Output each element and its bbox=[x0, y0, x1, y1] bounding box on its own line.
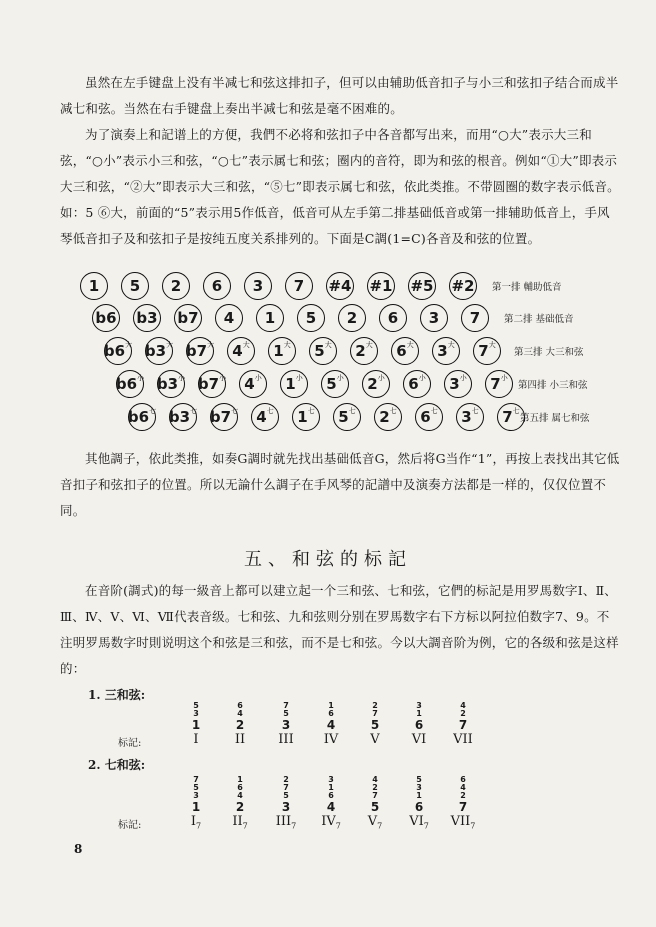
bass-button: 5 bbox=[297, 304, 325, 332]
chord-tone: 1 bbox=[416, 709, 422, 718]
bass-button: 5 bbox=[121, 272, 149, 300]
bass-button: 1 bbox=[80, 272, 108, 300]
chord-root: 5 bbox=[370, 718, 380, 732]
section-title: 五、和弦的标記 bbox=[244, 549, 412, 570]
chord-tone: 2 bbox=[372, 701, 378, 710]
chord-mark: 七 bbox=[512, 407, 520, 415]
bass-button: 4 $^小$ bbox=[239, 370, 267, 398]
bass-button: 2 bbox=[162, 272, 190, 300]
paragraph-2: 为了演奏上和記谱上的方便，我們不必将和弦扣子中各音都写出来，而用“○大”表示大三和弦，“○小”表示小三和弦，“○七”表示属七和弦；圈内的音符，即为和弦的根音。例如“①大”即表示大三和弦，“②大”即表示大三和弦，“⑤七”即表示属七和弦，依此类推。不带圆圈的数字表示低音。如：5 ⑥大，前面的“5”表示用5作低音，低音可从左手第二排基础低音或第一排辅助低音上，手风琴低音扣子及和弦扣子是按纯五度关系排列的。下面是C調(1=C)各音及和弦的位置。 bbox=[60, 127, 620, 246]
bass-button: b3 $^小$ bbox=[157, 370, 185, 398]
chord-tone: 7 bbox=[283, 701, 289, 710]
chord-column bbox=[220, 776, 260, 835]
bass-button: 3 bbox=[420, 304, 448, 332]
chord-tone: 4 bbox=[372, 775, 378, 784]
chord-column bbox=[355, 776, 395, 835]
bass-button: b3 bbox=[133, 304, 161, 332]
chord-tone: 7 bbox=[283, 783, 289, 792]
sevenths-label: 2. 七和弦: bbox=[88, 758, 146, 772]
chord-column bbox=[399, 776, 439, 835]
chord-tone: 3 bbox=[193, 791, 199, 800]
bass-button: b3 $^七$ bbox=[169, 403, 197, 431]
roman-subscript: 7 bbox=[470, 821, 476, 831]
bass-button: b3 $^大$ bbox=[145, 337, 173, 365]
bass-button: b7 $^大$ bbox=[186, 337, 214, 365]
bass-button: 2 $^小$ bbox=[362, 370, 390, 398]
paragraph-4: 在音阶(調式)的每一級音上都可以建立起一个三和弦、七和弦，它們的标記是用罗馬数字Ⅰ、Ⅱ、Ⅲ、Ⅳ、Ⅴ、Ⅵ、Ⅶ代表音级。七和弦、九和弦则分别在罗馬数字右下方标以阿拉伯数字7、9。不注明罗馬数字时則说明这个和弦是三和弦，而不是七和弦。今以大調音阶为例，它的各级和弦是这样的： bbox=[60, 583, 619, 676]
bass-button: 3 $^七$ bbox=[456, 403, 484, 431]
chord-mark: 大 bbox=[207, 341, 215, 349]
chord-column bbox=[176, 776, 216, 835]
chord-tone: 5 bbox=[416, 775, 422, 784]
bass-button: 1 bbox=[256, 304, 284, 332]
roman-numeral: IV bbox=[323, 732, 339, 747]
chord-mark: 小 bbox=[137, 374, 145, 382]
roman-numeral: VI bbox=[411, 732, 427, 747]
chord-mark: 小 bbox=[295, 374, 303, 382]
chord-root: 2 bbox=[235, 800, 245, 814]
chord-mark: 七 bbox=[471, 407, 479, 415]
bass-button: 4 $^大$ bbox=[227, 337, 255, 365]
chord-column bbox=[220, 702, 260, 748]
chord-tone: 5 bbox=[193, 701, 199, 710]
bass-button: 1 $^小$ bbox=[280, 370, 308, 398]
paragraph-3: 其他調子，依此类推，如奏G調时就先找出基础低音G，然后将G当作“1”，再按上表找出其它低音扣子和弦扣子的位置。所以无論什么調子在手风琴的記譜中及演奏方法都是一样的，仅仅位置不同。 bbox=[60, 451, 620, 518]
chord-mark: 小 bbox=[418, 374, 426, 382]
bass-button: 7 $^大$ bbox=[473, 337, 501, 365]
roman-numeral: II bbox=[234, 732, 246, 747]
roman-subscript: 7 bbox=[423, 821, 429, 831]
roman-numeral: V bbox=[370, 732, 380, 747]
chord-column bbox=[266, 776, 306, 835]
chord-root: 1 bbox=[191, 800, 201, 814]
chord-root: 3 bbox=[281, 718, 291, 732]
chord-tone: 2 bbox=[460, 709, 466, 718]
chord-tone: 3 bbox=[328, 775, 334, 784]
chord-mark: 七 bbox=[149, 407, 157, 415]
chord-tone: 4 bbox=[237, 791, 243, 800]
chord-mark: 七 bbox=[266, 407, 274, 415]
chord-tone: 2 bbox=[372, 783, 378, 792]
chord-tone: 5 bbox=[283, 791, 289, 800]
bass-button: 6 $^大$ bbox=[391, 337, 419, 365]
paragraph-1: 虽然在左手键盘上没有半减七和弦这排扣子，但可以由辅助低音扣子与小三和弦扣子结合而成半减七和弦。当然在右手键盘上奏出半减七和弦是毫不困难的。 bbox=[60, 75, 619, 116]
bass-button: 4 $^七$ bbox=[251, 403, 279, 431]
chord-root: 7 bbox=[458, 800, 468, 814]
roman-subscript: 7 bbox=[196, 821, 202, 831]
roman-subscript: 7 bbox=[291, 821, 297, 831]
chord-mark: 大 bbox=[125, 341, 133, 349]
chord-tone: 3 bbox=[416, 701, 422, 710]
chord-tone: 3 bbox=[416, 783, 422, 792]
bass-button: 7 $^七$ bbox=[497, 403, 525, 431]
chord-mark: 小 bbox=[459, 374, 467, 382]
bass-button: b7 $^七$ bbox=[210, 403, 238, 431]
chord-mark: 大 bbox=[242, 341, 250, 349]
row-label: 第三排 大三和弦 bbox=[514, 347, 584, 358]
chord-tone: 7 bbox=[372, 791, 378, 800]
bass-button: #5 bbox=[408, 272, 436, 300]
chord-tone: 5 bbox=[283, 709, 289, 718]
bass-button: 7 bbox=[461, 304, 489, 332]
chord-tone: 1 bbox=[416, 791, 422, 800]
chord-mark: 小 bbox=[377, 374, 385, 382]
chord-mark: 小 bbox=[254, 374, 262, 382]
chord-mark: 小 bbox=[178, 374, 186, 382]
bass-button: b6 bbox=[92, 304, 120, 332]
row-label: 第五排 属七和弦 bbox=[520, 413, 590, 424]
chord-tone: 6 bbox=[328, 791, 334, 800]
chord-tone: 6 bbox=[237, 783, 243, 792]
chord-mark: 小 bbox=[219, 374, 227, 382]
page-number: 8 bbox=[74, 842, 83, 856]
chord-tone: 4 bbox=[460, 783, 466, 792]
chord-root: 3 bbox=[281, 800, 291, 814]
chord-column bbox=[399, 702, 439, 748]
chord-root: 7 bbox=[458, 718, 468, 732]
chord-tone: 6 bbox=[237, 701, 243, 710]
chord-mark: 七 bbox=[231, 407, 239, 415]
bass-button: 4 bbox=[215, 304, 243, 332]
chord-mark: 七 bbox=[190, 407, 198, 415]
bass-button: 3 $^大$ bbox=[432, 337, 460, 365]
chord-tone: 1 bbox=[328, 701, 334, 710]
chord-mark: 七 bbox=[348, 407, 356, 415]
chord-column bbox=[311, 702, 351, 748]
chord-root: 1 bbox=[191, 718, 201, 732]
bass-button: 7 bbox=[285, 272, 313, 300]
roman-subscript: 7 bbox=[335, 821, 341, 831]
bass-button: b7 $^小$ bbox=[198, 370, 226, 398]
chord-mark: 大 bbox=[365, 341, 373, 349]
bass-button: 2 bbox=[338, 304, 366, 332]
bass-button: 2 $^七$ bbox=[374, 403, 402, 431]
chord-tone: 2 bbox=[283, 775, 289, 784]
chord-root: 6 bbox=[414, 800, 424, 814]
bass-button: #4 bbox=[326, 272, 354, 300]
chord-tone: 7 bbox=[193, 775, 199, 784]
roman-numeral: $I_7$ bbox=[190, 814, 202, 831]
roman-numeral: $V_7$ bbox=[367, 814, 383, 831]
chord-root: 4 bbox=[326, 800, 336, 814]
chord-tone: 1 bbox=[328, 783, 334, 792]
roman-numeral: $VII_7$ bbox=[450, 814, 476, 831]
chord-root: 6 bbox=[414, 718, 424, 732]
bass-button: 1 $^大$ bbox=[268, 337, 296, 365]
chord-mark: 大 bbox=[283, 341, 291, 349]
chord-mark: 七 bbox=[430, 407, 438, 415]
chord-root: 4 bbox=[326, 718, 336, 732]
chord-column bbox=[266, 702, 306, 748]
mark-label: 标記: bbox=[118, 738, 142, 749]
roman-numeral: $II_7$ bbox=[232, 814, 248, 831]
bass-button: #1 bbox=[367, 272, 395, 300]
bass-button: 7 $^小$ bbox=[485, 370, 513, 398]
bass-button: b6 $^小$ bbox=[116, 370, 144, 398]
chord-column bbox=[443, 702, 483, 748]
chord-mark: 大 bbox=[166, 341, 174, 349]
chord-tone: 2 bbox=[460, 791, 466, 800]
chord-tone: 3 bbox=[193, 709, 199, 718]
chord-tone: 5 bbox=[193, 783, 199, 792]
row-label: 第二排 基础低音 bbox=[504, 314, 574, 325]
bass-button: 6 bbox=[203, 272, 231, 300]
roman-numeral: III bbox=[278, 732, 294, 747]
chord-column bbox=[355, 702, 395, 748]
chord-mark: 七 bbox=[307, 407, 315, 415]
chord-mark: 大 bbox=[406, 341, 414, 349]
roman-numeral: I bbox=[193, 732, 199, 747]
mark-label: 标記: bbox=[118, 820, 142, 831]
chord-mark: 小 bbox=[500, 374, 508, 382]
roman-numeral: $IV_7$ bbox=[321, 814, 341, 831]
bass-button: #2 bbox=[449, 272, 477, 300]
chord-mark: 小 bbox=[336, 374, 344, 382]
chord-column bbox=[443, 776, 483, 835]
chord-column bbox=[311, 776, 351, 835]
row-label: 第一排 輔助低音 bbox=[492, 282, 562, 293]
roman-subscript: 7 bbox=[242, 821, 248, 831]
chord-tone: 4 bbox=[460, 701, 466, 710]
triads-label: 1. 三和弦: bbox=[88, 688, 146, 702]
chord-column bbox=[176, 702, 216, 748]
bass-button: 5 $^七$ bbox=[333, 403, 361, 431]
bass-button: 6 bbox=[379, 304, 407, 332]
chord-mark: 七 bbox=[389, 407, 397, 415]
chord-tone: 7 bbox=[372, 709, 378, 718]
chord-mark: 大 bbox=[324, 341, 332, 349]
bass-button: 5 $^大$ bbox=[309, 337, 337, 365]
bass-button: b6 $^七$ bbox=[128, 403, 156, 431]
roman-subscript: 7 bbox=[377, 821, 383, 831]
row-label: 第四排 小三和弦 bbox=[518, 380, 588, 391]
bass-button: 6 $^七$ bbox=[415, 403, 443, 431]
chord-root: 2 bbox=[235, 718, 245, 732]
roman-numeral: $VI_7$ bbox=[409, 814, 429, 831]
bass-button: 3 $^小$ bbox=[444, 370, 472, 398]
bass-button: 5 $^小$ bbox=[321, 370, 349, 398]
chord-tone: 6 bbox=[328, 709, 334, 718]
bass-button: 1 $^七$ bbox=[292, 403, 320, 431]
bass-button: 3 bbox=[244, 272, 272, 300]
chord-root: 5 bbox=[370, 800, 380, 814]
roman-numeral: VII bbox=[453, 732, 473, 747]
bass-button: b6 $^大$ bbox=[104, 337, 132, 365]
chord-mark: 大 bbox=[447, 341, 455, 349]
chord-tone: 6 bbox=[460, 775, 466, 784]
bass-button: b7 bbox=[174, 304, 202, 332]
roman-numeral: $III_7$ bbox=[275, 814, 297, 831]
bass-button: 6 $^小$ bbox=[403, 370, 431, 398]
chord-tone: 4 bbox=[237, 709, 243, 718]
chord-tone: 1 bbox=[237, 775, 243, 784]
bass-button: 2 $^大$ bbox=[350, 337, 378, 365]
chord-mark: 大 bbox=[488, 341, 496, 349]
